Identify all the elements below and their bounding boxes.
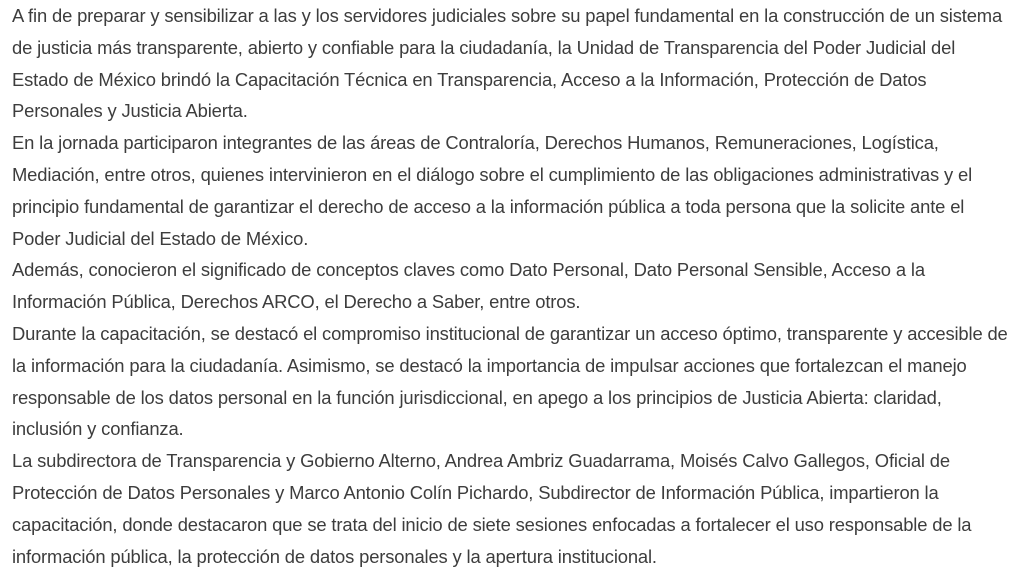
paragraph-concepts: Además, conocieron el significado de conceptos claves como Dato Personal, Dato Personal Sensible, Acceso a la Información Pública, Derechos ARCO, el Derecho a Saber, entre otros. <box>12 259 925 313</box>
paragraph-commitment: Durante la capacitación, se destacó el compromiso institucional de garantizar un acceso óptimo, transparente y accesible de la información para la ciudadanía. Asimismo, se destacó la importancia de impulsar acciones que fortalezcan el manejo responsable de los datos personal en la función jurisdiccional, en apego a los principios de Justicia Abierta: claridad, inclusión y confianza. <box>12 322 1008 440</box>
paragraph-participants: En la jornada participaron integrantes de las áreas de Contraloría, Derechos Humanos, Remuneraciones, Logística, Mediación, entre otros, quienes intervinieron en el diálogo sobre el cumplimiento de las obligaciones administrativas y el principio fundamental de garantizar el derecho de acceso a la información pública a toda persona que la solicite ante el Poder Judicial del Estado de México. <box>12 132 973 249</box>
paragraph-instructors: La subdirectora de Transparencia y Gobierno Alterno, Andrea Ambriz Guadarrama, Moisés Calvo Gallegos, Oficial de Protección de Datos Personales y Marco Antonio Colín Pichardo, Subdirector de Información Pública, impartieron la capacitación, donde destacaron que se trata del inicio de siete sesiones enfocadas a fortalecer el uso responsable de la información pública, la protección de datos personales y la apertura institucional. <box>12 450 972 567</box>
paragraph-intro: A fin de preparar y sensibilizar a las y los servidores judiciales sobre su papel fundamental en la construcción de un sistema de justicia más transparente, abierto y confiable para la ciudadanía, la Unidad de Transparencia del Poder Judicial del Estado de México brindó la Capacitación Técnica en Transparencia, Acceso a la Información, Protección de Datos Personales y Justicia Abierta. <box>12 5 1003 122</box>
